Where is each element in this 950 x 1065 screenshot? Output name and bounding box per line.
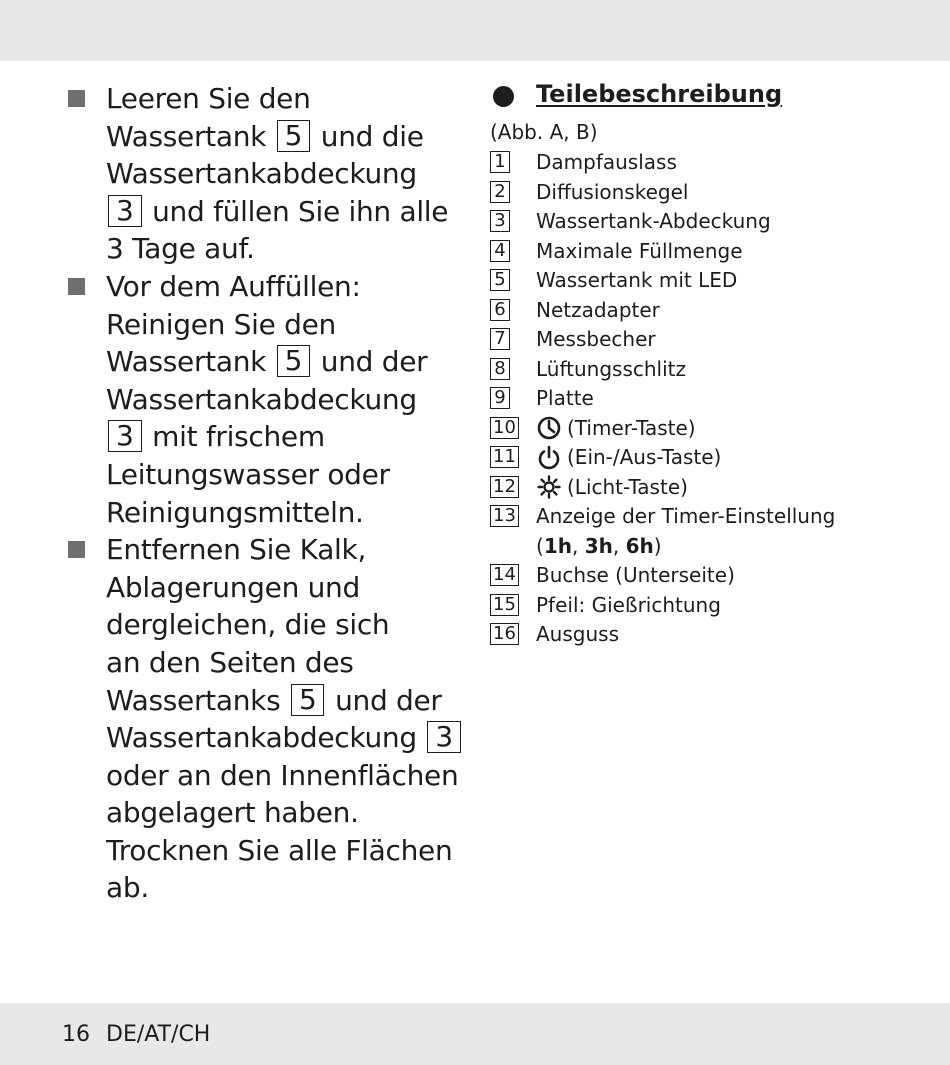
part-item xyxy=(490,620,930,650)
part-label: (Ein-/Aus-Taste) xyxy=(567,445,722,469)
timer-punctuation: , xyxy=(612,533,626,558)
instruction-line xyxy=(106,306,466,344)
part-text xyxy=(490,443,930,473)
instruction-item xyxy=(66,268,466,531)
clock-icon xyxy=(536,415,562,441)
part-text xyxy=(490,414,930,444)
instruction-text: und der xyxy=(326,683,442,717)
part-item xyxy=(490,296,930,326)
part-text xyxy=(490,502,930,561)
part-item xyxy=(490,148,930,178)
instruction-text: Wassertanks xyxy=(106,683,289,717)
part-item xyxy=(490,502,930,561)
instruction-line xyxy=(106,80,466,118)
instruction-text: Wassertank xyxy=(106,119,275,153)
instruction-line xyxy=(106,794,466,832)
instruction-text: Trocknen Sie alle Flächen xyxy=(106,833,453,867)
part-item xyxy=(490,325,930,355)
instruction-text: und die xyxy=(312,119,424,153)
square-bullet-icon xyxy=(68,90,85,107)
part-label: Buchse (Unterseite) xyxy=(536,563,735,587)
part-text xyxy=(490,561,930,591)
timer-punctuation: ) xyxy=(653,533,662,558)
part-text xyxy=(490,384,930,414)
timer-punctuation: ( xyxy=(536,533,544,558)
part-label: Maximale Füllmenge xyxy=(536,238,743,263)
part-item xyxy=(490,414,930,444)
parts-heading xyxy=(490,80,930,120)
power-icon xyxy=(536,444,562,470)
instruction-text: Leeren Sie den xyxy=(106,82,311,115)
part-reference-box: 5 xyxy=(277,120,311,152)
instruction-text: Reinigen Sie den xyxy=(106,307,337,341)
instruction-line xyxy=(106,531,466,569)
instruction-text: Entfernen Sie Kalk, xyxy=(106,533,367,567)
part-reference-box: 3 xyxy=(108,420,142,452)
instruction-text: oder an den Innenflächen xyxy=(106,758,459,792)
part-number-box: 4 xyxy=(490,240,510,262)
part-item xyxy=(490,443,930,473)
instruction-line xyxy=(106,230,466,268)
instruction-line xyxy=(106,869,466,907)
part-text xyxy=(490,473,930,503)
part-number-box: 3 xyxy=(490,210,510,232)
instruction-line xyxy=(106,418,466,456)
part-number-box: 15 xyxy=(490,594,519,616)
part-number-box: 6 xyxy=(490,299,510,321)
instruction-line xyxy=(106,606,466,644)
page-footer xyxy=(62,1020,210,1050)
part-item xyxy=(490,473,930,503)
part-reference-box: 5 xyxy=(291,684,325,716)
instruction-text: 3 Tage auf. xyxy=(106,232,255,266)
instruction-line xyxy=(106,381,466,419)
instruction-text: Leitungswasser oder xyxy=(106,457,390,491)
part-text xyxy=(490,178,930,208)
parts-list xyxy=(490,148,930,650)
part-reference-box: 3 xyxy=(108,195,142,227)
part-number-box: 9 xyxy=(490,387,510,409)
square-bullet-icon xyxy=(68,278,85,295)
part-text xyxy=(490,207,930,237)
instruction-line xyxy=(106,569,466,607)
instruction-line xyxy=(106,644,466,682)
part-number-box: 5 xyxy=(490,269,510,291)
instruction-line xyxy=(106,118,466,156)
instruction-text: Wassertankabdeckung xyxy=(106,157,417,191)
part-item xyxy=(490,207,930,237)
part-number-box: 2 xyxy=(490,181,510,203)
instruction-line xyxy=(106,682,466,720)
instruction-line xyxy=(106,494,466,532)
part-label: Wassertank mit LED xyxy=(536,268,738,292)
part-number-box: 10 xyxy=(490,417,519,439)
parts-column xyxy=(490,80,930,650)
instruction-text: mit frischem xyxy=(143,420,325,454)
top-band xyxy=(0,0,950,61)
part-number-box: 8 xyxy=(490,358,510,380)
part-number-box: 16 xyxy=(490,623,519,645)
instruction-text: und der xyxy=(312,345,428,379)
instruction-line xyxy=(106,757,466,795)
timer-option: 6h xyxy=(625,533,654,558)
instruction-text: Ablagerungen und xyxy=(106,570,360,604)
part-item xyxy=(490,237,930,267)
part-text xyxy=(490,266,930,296)
part-text xyxy=(490,148,930,178)
part-text xyxy=(490,237,930,267)
part-label: Platte xyxy=(536,386,594,410)
part-reference-box: 5 xyxy=(277,345,311,377)
instruction-line xyxy=(106,193,466,231)
part-label: Diffusionskegel xyxy=(536,179,689,204)
instruction-text: abgelagert haben. xyxy=(106,796,359,830)
bullet-dot-icon xyxy=(493,86,514,107)
part-label: Anzeige der Timer-Einstellung xyxy=(536,504,836,528)
instruction-line xyxy=(106,268,466,306)
part-item xyxy=(490,178,930,208)
timer-options xyxy=(536,532,930,562)
instruction-text: Reinigungsmitteln. xyxy=(106,495,364,529)
parts-heading-text: Teilebeschreibung xyxy=(536,80,783,108)
instruction-text: an den Seiten des xyxy=(106,645,354,679)
timer-punctuation: , xyxy=(571,533,585,558)
instructions-column xyxy=(66,80,466,907)
part-label: Lüftungsschlitz xyxy=(536,356,687,381)
instruction-line xyxy=(106,719,466,757)
part-label: Netzadapter xyxy=(536,297,660,322)
part-number-box: 14 xyxy=(490,564,519,586)
figure-reference: (Abb. A, B) xyxy=(490,120,598,144)
part-label: Dampfauslass xyxy=(536,150,677,174)
page-number: 16 xyxy=(62,1022,90,1047)
part-item xyxy=(490,355,930,385)
instruction-text: Vor dem Auffüllen: xyxy=(106,269,361,303)
instruction-text: ab. xyxy=(106,871,149,905)
part-text xyxy=(490,591,930,621)
instruction-item xyxy=(66,80,466,268)
square-bullet-icon xyxy=(68,541,85,558)
instruction-text: dergleichen, die sich xyxy=(106,608,390,642)
part-text xyxy=(490,355,930,385)
part-label: Wassertank-Abdeckung xyxy=(536,209,771,233)
part-label: Pfeil: Gießrichtung xyxy=(536,592,721,617)
instruction-text: Wassertank xyxy=(106,345,275,379)
sun-icon xyxy=(536,474,562,500)
part-number-box: 1 xyxy=(490,151,510,173)
instruction-line xyxy=(106,155,466,193)
instruction-text: Wassertankabdeckung xyxy=(106,721,426,755)
part-number-box: 7 xyxy=(490,328,510,350)
part-item xyxy=(490,591,930,621)
part-reference-box: 3 xyxy=(427,721,461,753)
part-number-box: 12 xyxy=(490,476,519,498)
part-item xyxy=(490,266,930,296)
part-label: (Timer-Taste) xyxy=(567,415,696,440)
timer-option: 1h xyxy=(543,533,572,558)
part-label: Ausguss xyxy=(536,622,619,646)
region-label: DE/AT/CH xyxy=(106,1022,211,1047)
part-label: (Licht-Taste) xyxy=(567,474,688,499)
instruction-line xyxy=(106,456,466,494)
part-text xyxy=(490,620,930,650)
part-item xyxy=(490,561,930,591)
part-text xyxy=(490,296,930,326)
instruction-line xyxy=(106,343,466,381)
instruction-line xyxy=(106,832,466,870)
part-label: Messbecher xyxy=(536,327,656,351)
instruction-text: und füllen Sie ihn alle xyxy=(143,194,449,228)
instruction-item xyxy=(66,531,466,907)
part-text xyxy=(490,325,930,355)
part-item xyxy=(490,384,930,414)
part-number-box: 13 xyxy=(490,505,519,527)
timer-option: 3h xyxy=(584,533,613,558)
part-number-box: 11 xyxy=(490,446,519,468)
instruction-text: Wassertankabdeckung xyxy=(106,382,417,416)
